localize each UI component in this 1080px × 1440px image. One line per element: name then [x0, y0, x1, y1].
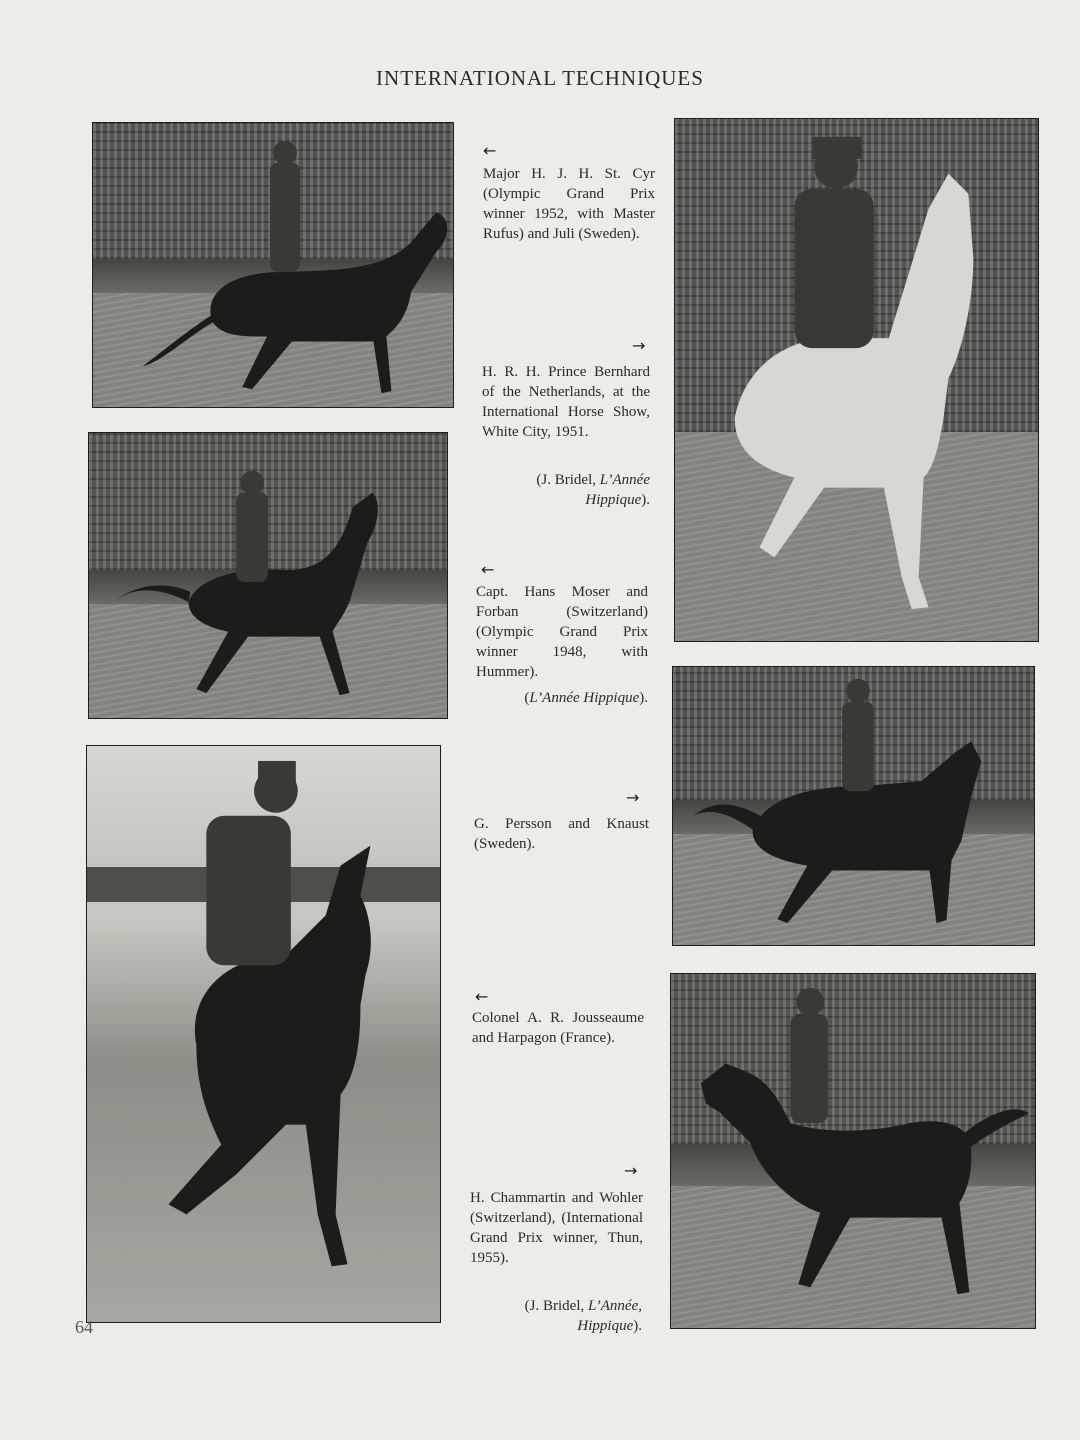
credit-prince-bernhard: (J. Bridel, L’Année Hippique). [536, 472, 650, 508]
arrow-right-icon: → [632, 336, 646, 355]
credit-chammartin: (J. Bridel, L’Année, Hippique). [524, 1298, 642, 1334]
caption-prince-bernhard: H. R. H. Prince Bernhard of the Netherlands, at the International Horse Show, White City, 1951. [482, 364, 650, 440]
page-title: INTERNATIONAL TECHNIQUES [376, 66, 704, 90]
arrow-right-icon: → [626, 788, 640, 807]
caption-persson: G. Persson and Knaust (Sweden). [474, 816, 649, 852]
arrow-right-icon: → [624, 1161, 638, 1180]
credit-moser: (L’Année Hippique). [524, 690, 648, 706]
photo-prince-bernhard [674, 118, 1039, 642]
photo-jousseaume-harpagon [86, 745, 441, 1323]
page-number: 64 [75, 1317, 93, 1337]
photo-persson-knaust [672, 666, 1035, 946]
arrow-left-icon: ← [475, 987, 489, 1006]
caption-jousseaume: Colonel A. R. Jousseaume and Harpagon (France). [472, 1010, 644, 1046]
arrow-left-icon: ← [483, 141, 497, 160]
photo-moser-forban [88, 432, 448, 719]
caption-moser: Capt. Hans Moser and Forban (Switzerland) (Olympic Grand Prix winner 1948, with Hummer). [476, 584, 648, 680]
photo-st-cyr-juli [92, 122, 454, 408]
caption-st-cyr: Major H. J. H. St. Cyr (Olympic Grand Prix winner 1952, with Master Rufus) and Juli (Sweden). [483, 166, 655, 242]
caption-chammartin: H. Chammartin and Wohler (Switzerland), (International Grand Prix winner, Thun, 1955). [470, 1190, 643, 1266]
arrow-left-icon: ← [481, 560, 495, 579]
photo-chammartin-wohler [670, 973, 1036, 1329]
